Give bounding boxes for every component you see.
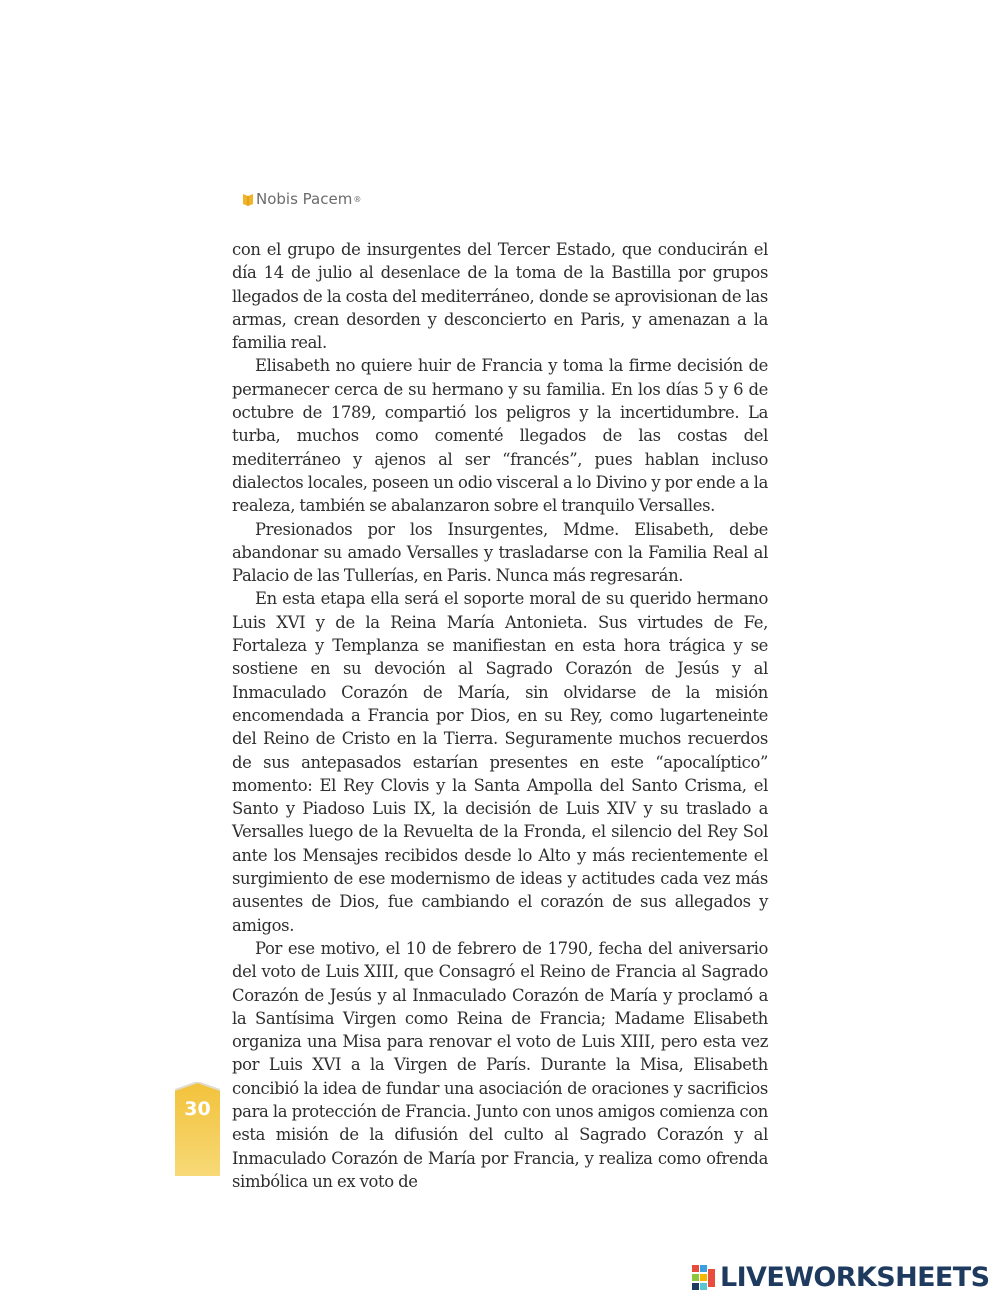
- registered-mark: ®: [353, 194, 362, 204]
- paragraph-3: Presionados por los Insurgentes, Mdme. Elisabeth, debe abandonar su amado Versalles y trasladarse con la Familia Real al Palacio de las Tullerías, en Paris. Nunca más regresarán.: [232, 519, 768, 586]
- paragraph-5: Por ese motivo, el 10 de febrero de 1790, fecha del aniversario del voto de Luis XIII, que Consagró el Reino de Francia al Sagrado Corazón de Jesús y al Inmaculado Corazón de María y proclamó a la Santísima Virgen como Reina de Francia; Madame Elisabeth organiza una Misa para renovar el voto de Luis XIII, pero esta vez por Luis XVI a la Virgen de París. Durante la Misa, Elisabeth concibió la idea de fundar una asociación de oraciones y sacrificios para la protección de Francia. Junto con unos amigos comienza con esta misión de la difusión del culto al Sagrado Corazón y al Inmaculado Corazón de María por Francia, y realiza como ofrenda simbólica un ex voto de: [232, 938, 768, 1191]
- liveworksheets-watermark: [692, 1262, 989, 1293]
- page-header: [242, 190, 361, 208]
- paragraph-2: Elisabeth no quiere huir de Francia y toma la firme decisión de permanecer cerca de su hermano y su familia. En los días 5 y 6 de octubre de 1789, compartió los peligros y la incertidumbre. La turba, muchos como comenté llegados de las costas del mediterráneo y ajenos al ser “francés”, pues hablan incluso dialectos locales, poseen un odio visceral a lo Divino y por ende a la realeza, también se abalanzaron sobre el tranquilo Versalles.: [232, 356, 768, 516]
- page-number-tab: [175, 1082, 220, 1176]
- body-text: [232, 238, 768, 1193]
- paragraph-4: En esta etapa ella será el soporte moral de su querido hermano Luis XVI y de la Reina María Antonieta. Sus virtudes de Fe, Fortaleza y Templanza se manifiestan en esta hora trágica y se sostiene en su devoción al Sagrado Corazón de Jesús y al Inmaculado Corazón de María, sin olvidarse de la misión encomendada a Francia por Dios, en su Rey, como lugarteneinte del Reino de Cristo en la Tierra. Seguramente muchos recuerdos de sus antepasados estarían presentes en este “apocalíptico” momento: El Rey Clovis y la Santa Ampolla del Santo Crisma, el Santo y Piadoso Luis IX, la decisión de Luis XIV y su traslado a Versalles luego de la Revuelta de la Fronda, el silencio del Rey Sol ante los Mensajes recibidos desde lo Alto y más recientemente el surgimiento de ese modernismo de ideas y actitudes cada vez más ausentes de Dios, fue cambiando el corazón de sus allegados y amigos.: [232, 589, 768, 935]
- paragraph-1: con el grupo de insurgentes del Tercer Estado, que conducirán el día 14 de julio al desenlace de la toma de la Bastilla por grupos llegados de la costa del mediterráneo, donde se aprovisionan de las armas, crean desorden y desconcierto en Paris, y amenazan a la familia real.: [232, 240, 768, 353]
- page-tab-shape: [175, 1082, 220, 1176]
- page-number: 30: [184, 1098, 211, 1120]
- brand-name: Nobis Pacem: [256, 190, 353, 208]
- watermark-text: LIVEWORKSHEETS: [720, 1262, 990, 1293]
- book-logo-icon: [242, 192, 254, 206]
- liveworksheets-logo-icon: [692, 1265, 716, 1291]
